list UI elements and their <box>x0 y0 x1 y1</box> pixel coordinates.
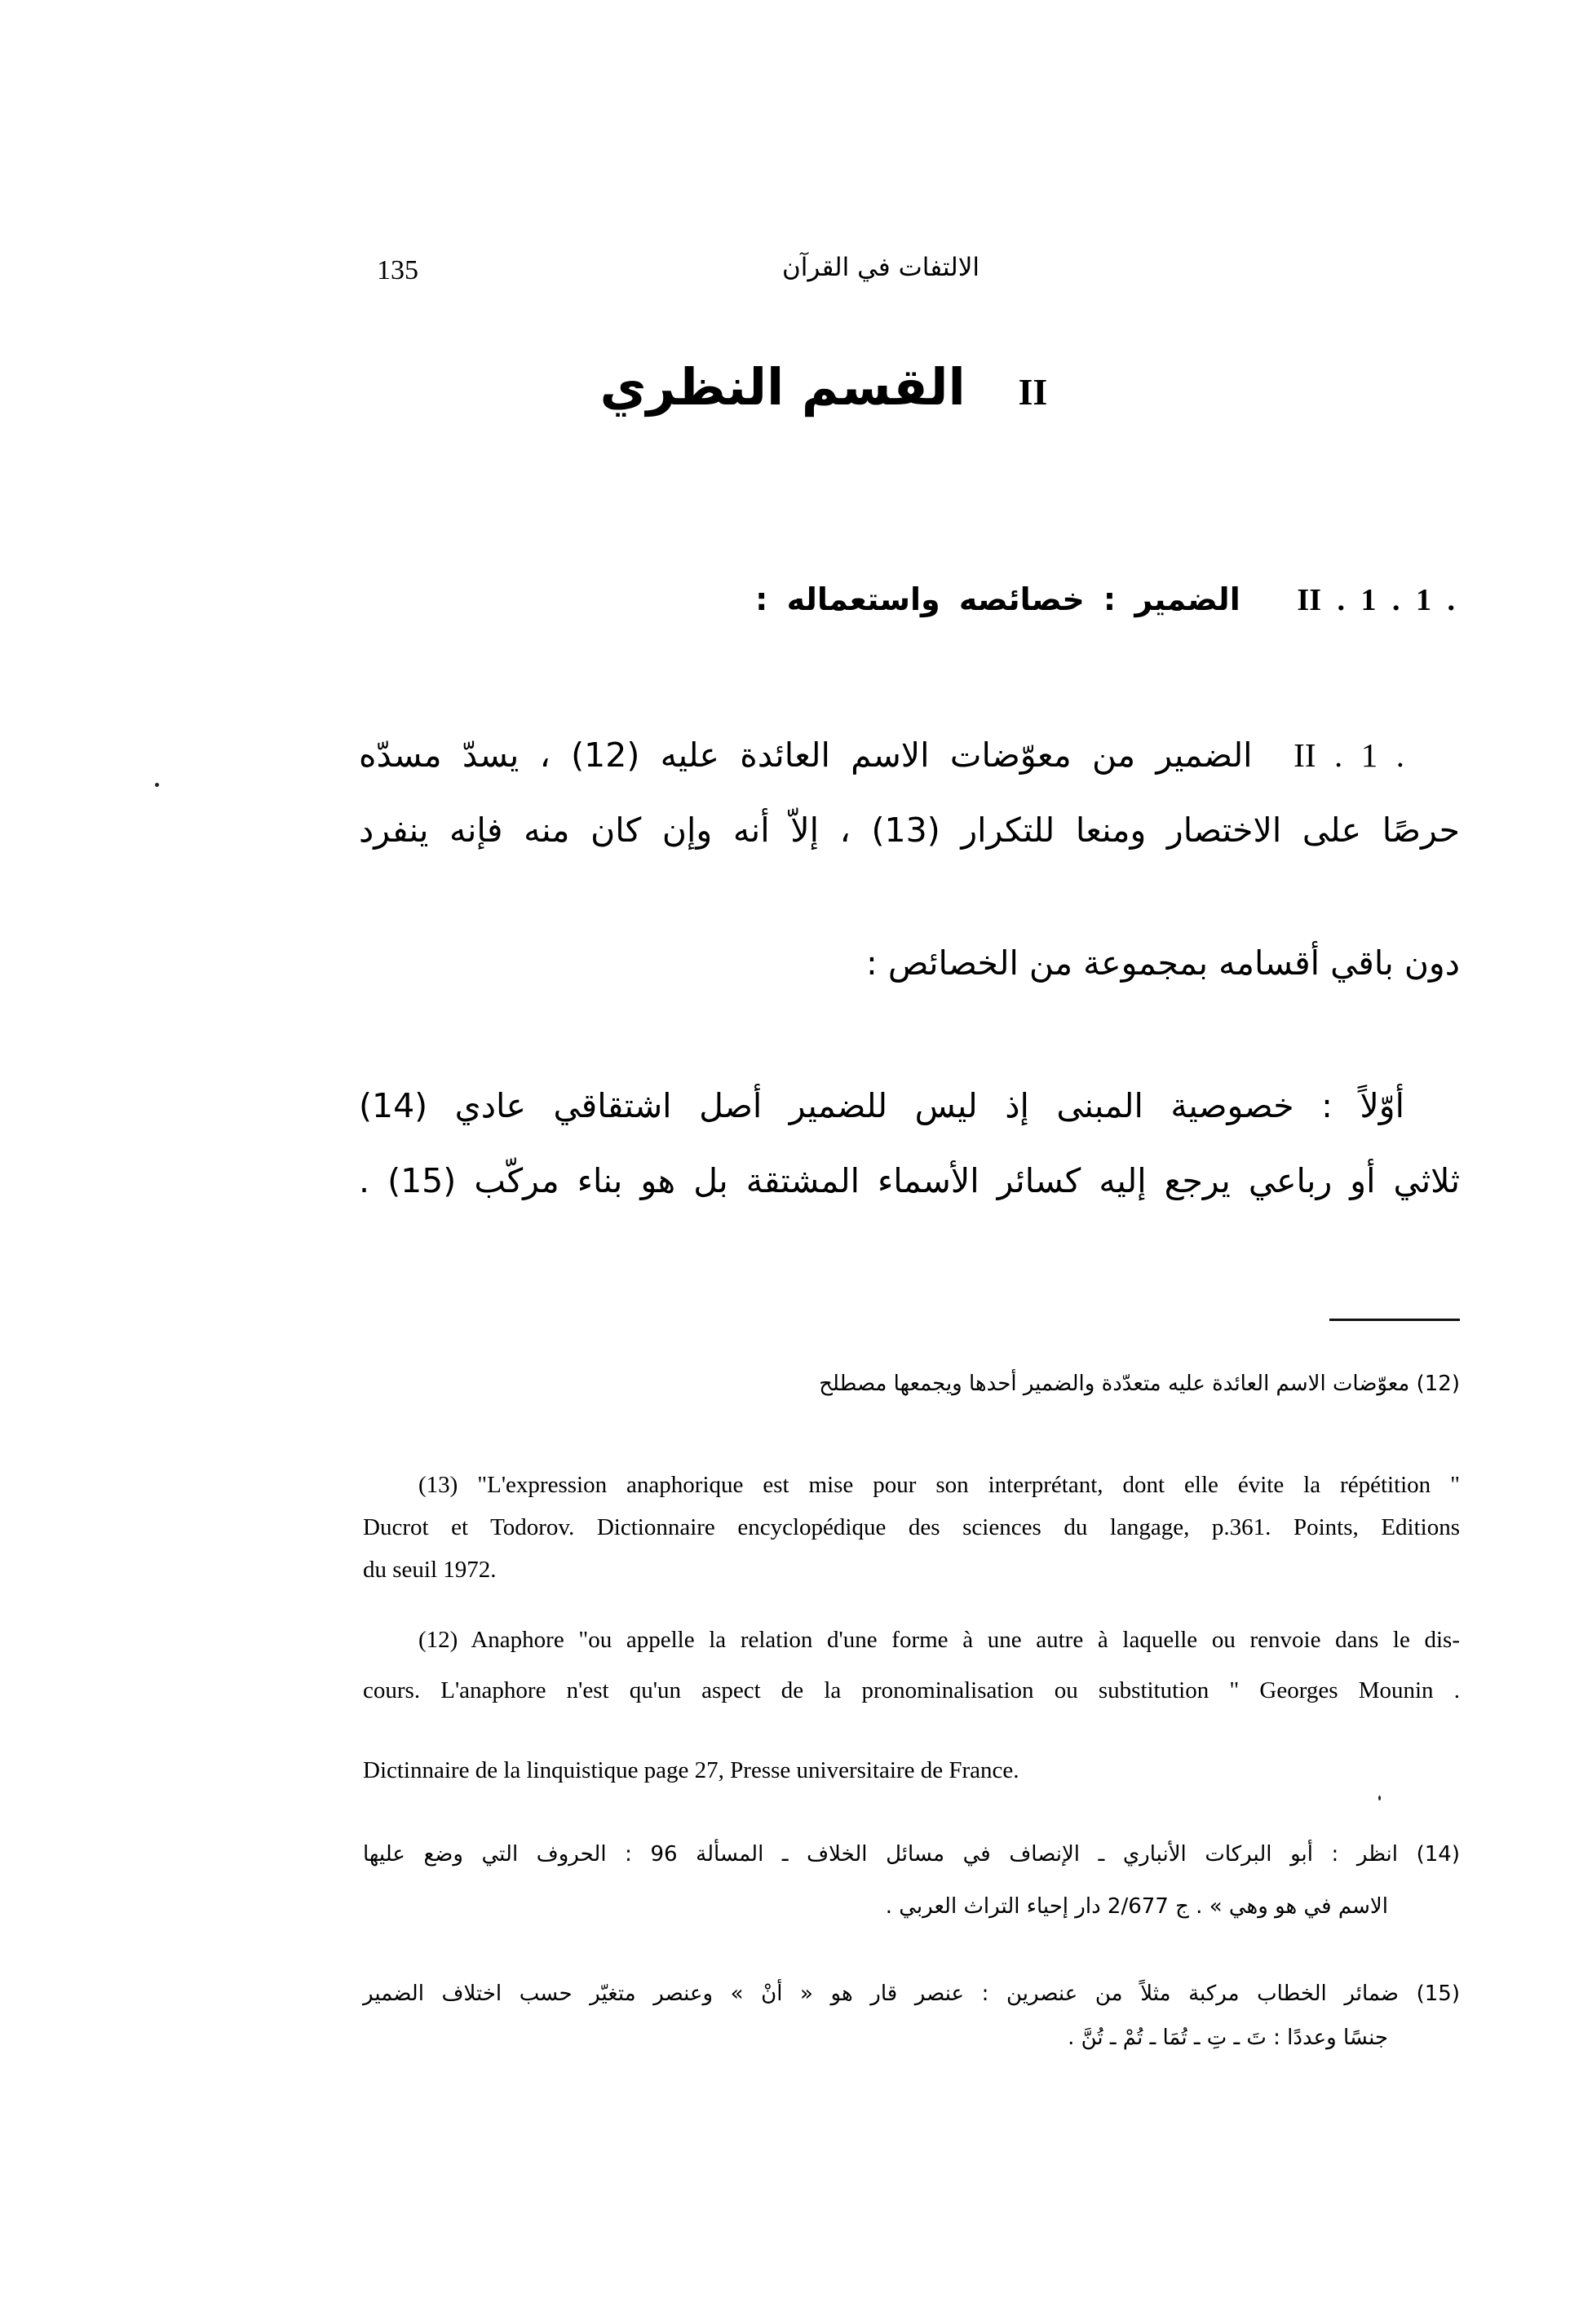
part-title <box>571 351 1077 429</box>
footnote-14-line-2: الاسم في هو وهي » . ج 2/677 دار إحياء التراث العربي . <box>885 1894 1388 1919</box>
footnote-14-line-1: (14) انظر : أبو البركات الأنباري ـ الإنصاف في مسائل الخلاف ـ المسألة 96 : الحروف التي وضع عليها <box>363 1842 1460 1867</box>
footnote-13-line-2: Ducrot et Todorov. Dictionnaire encyclopédique des sciences du langage, p.361. Points, Editions <box>363 1514 1460 1540</box>
paragraph-1-line-1-text: الضمير من معوّضات الاسم العائدة عليه (12) ، يسدّ مسدّه <box>359 736 1253 775</box>
part-title-numeral: II <box>1018 371 1048 413</box>
part-title-text: القسم النظري <box>599 357 966 417</box>
footnote-14 <box>363 1828 1460 1933</box>
footnote-12-french <box>363 1615 1460 1716</box>
footnote-separator <box>1329 1319 1460 1321</box>
running-header: الالتفات في القرآن <box>782 253 980 282</box>
paragraph-1-number: II . 1 . <box>1294 736 1405 774</box>
paragraph-2-line-1-text: أوّلاً : خصوصية المبنى إذ ليس للضمير أصل اشتقاقي عادي (14) <box>359 1086 1404 1125</box>
page-number: 135 <box>377 255 418 285</box>
paragraph-1-line-2: حرصًا على الاختصار ومنعا للتكرار (13) ، إلاّ أنه وإن كان منه فإنه ينفرد <box>359 811 1461 850</box>
section-heading-text: الضمير : خصائصه واستعماله : <box>755 581 1240 617</box>
footnote-13-line-1: (13) "L'expression anaphorique est mise pour son interprétant, dont elle évite la répétition " <box>418 1472 1460 1498</box>
footnote-13 <box>363 1464 1460 1591</box>
footnote-15 <box>363 1972 1460 2060</box>
footnote-13-line-3: du seuil 1972. <box>363 1557 497 1583</box>
footnote-12-french-line-1: (12) Anaphore "ou appelle la relation d'une forme à une autre à laquelle ou renvoie dans le dis- <box>418 1627 1460 1653</box>
footnote-15-line-2: جنسًا وعددًا : تَ ـ تِ ـ تُمَا ـ تُمْ ـ تُنَّ . <box>1068 2026 1388 2050</box>
footnote-12-french-tail <box>363 1749 1460 1792</box>
footnote-12-french-line-2: cours. L'anaphore n'est qu'un aspect de la pronominalisation ou substitution " Georges Mounin . <box>363 1677 1460 1703</box>
paragraph-1 <box>359 718 1460 868</box>
paragraph-2-line-1 <box>359 1068 1460 1143</box>
paragraph-1-line-3: دون باقي أقسامه بمجموعة من الخصائص : <box>866 943 1460 983</box>
paragraph-1-tail <box>359 926 1460 1001</box>
footnote-15-line-1: (15) ضمائر الخطاب مركبة مثلاً من عنصرين : عنصر قار هو « أنْ » وعنصر متغيّر حسب اختلاف الضمير <box>363 1982 1460 2006</box>
paragraph-1-line-1 <box>359 718 1460 793</box>
paragraph-2-line-2: ثلاثي أو رباعي يرجع إليه كسائر الأسماء المشتقة بل هو بناء مركّب (15) . <box>359 1161 1460 1200</box>
paragraph-2 <box>359 1068 1460 1218</box>
scan-speck <box>155 783 159 787</box>
footnote-12-french-line-3: Dictinnaire de la linquistique page 27, Presse universitaire de France. <box>363 1757 1019 1783</box>
section-heading-number: II . 1 . 1 . <box>1297 583 1455 617</box>
footnote-12-arabic-line-1: (12) معوّضات الاسم العائدة عليه متعدّدة والضمير أحدها ويجمعها مصطلح <box>819 1372 1460 1396</box>
section-heading <box>755 571 1455 629</box>
scan-speck <box>1378 1796 1381 1800</box>
footnote-12-arabic <box>363 1358 1460 1410</box>
